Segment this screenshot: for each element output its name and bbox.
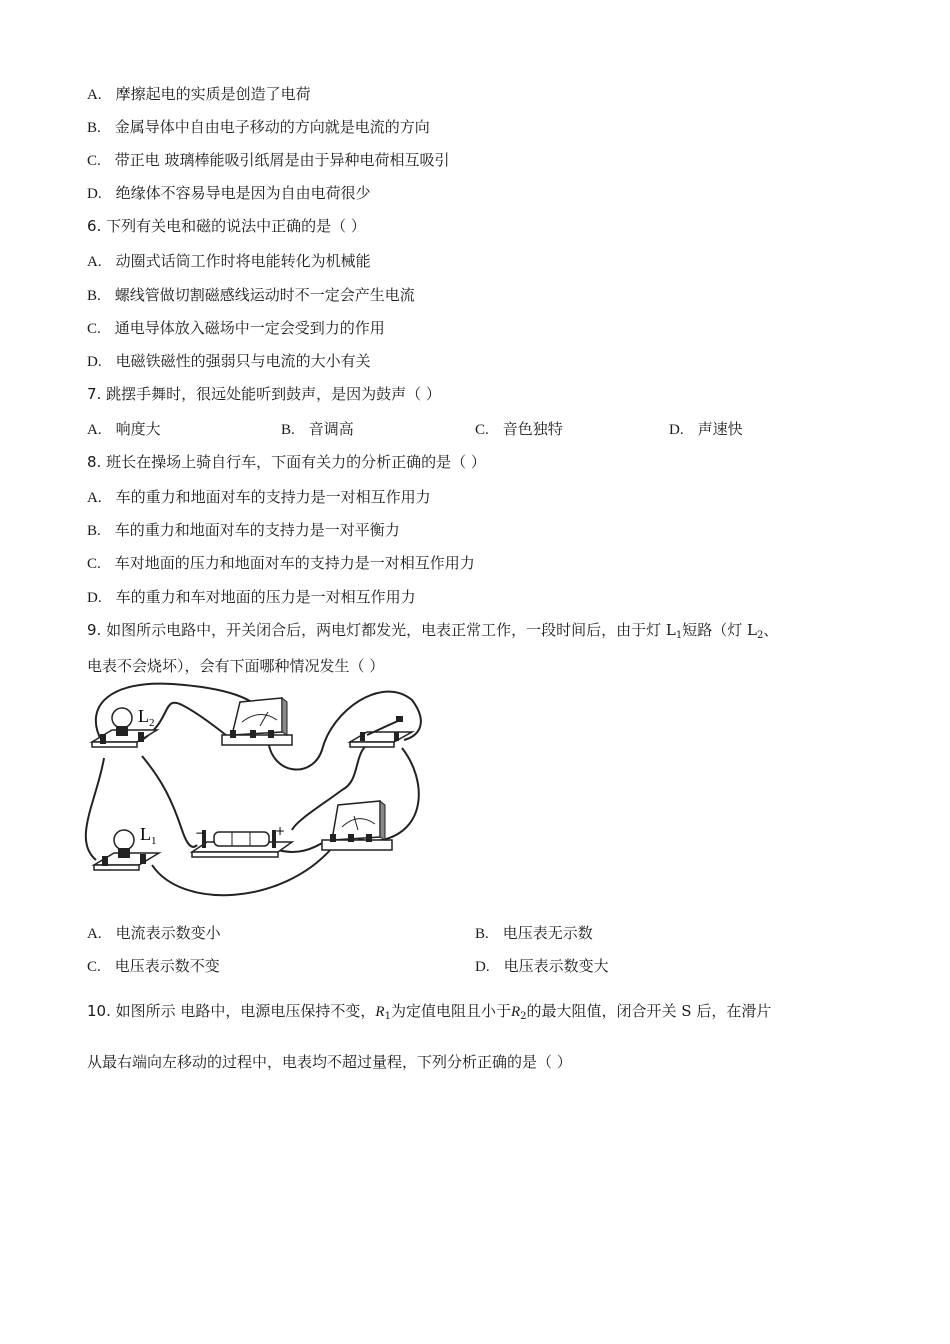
q9-option-b: B. 电压表无示数	[475, 924, 593, 942]
q6-option-c: C. 通电导体放入磁场中一定会受到力的作用	[87, 319, 385, 337]
q10-stem-line2: 从最右端向左移动的过程中，电表均不超过量程，下列分析正确的是（ ）	[87, 1053, 572, 1071]
q6-option-d: D. 电磁铁磁性的强弱只与电流的大小有关	[87, 352, 371, 370]
q5-option-b: B. 金属导体中自由电子移动的方向就是电流的方向	[87, 118, 430, 136]
q7-option-b: B. 音调高	[281, 420, 354, 438]
label-l1: $L_1$	[140, 824, 157, 847]
q8-option-c: C. 车对地面的压力和地面对车的支持力是一对相互作用力	[87, 554, 475, 572]
q7-stem: 7. 跳摆手舞时，很远处能听到鼓声，是因为鼓声（ ）	[87, 385, 441, 403]
battery-plus: +	[275, 824, 286, 838]
switch	[350, 716, 412, 747]
q6-option-b: B. 螺线管做切割磁感线运动时不一定会产生电流	[87, 286, 415, 304]
q10-stem-line1: 10. 如图所示 电路中，电源电压保持不变，$R_1$为定值电阻且小于$R_2$的最大阻值，闭合开关 S 后，在滑片	[87, 1002, 772, 1022]
q9-stem-line2: 电表不会烧坏），会有下面哪种情况发生（ ）	[87, 657, 385, 675]
label-l2: $L_2$	[138, 706, 155, 729]
q8-stem: 8. 班长在操场上骑自行车，下面有关力的分析正确的是（ ）	[87, 453, 486, 471]
meter-bottom	[322, 801, 392, 850]
q8-option-b: B. 车的重力和地面对车的支持力是一对平衡力	[87, 521, 400, 539]
q9-option-a: A. 电流表示数变小	[87, 924, 221, 942]
q5-option-a: A. 摩擦起电的实质是创造了电荷	[87, 85, 311, 103]
circuit-figure	[82, 680, 432, 900]
q9-stem-line1: 9. 如图所示电路中，开关闭合后，两电灯都发光，电表正常工作，一段时间后，由于灯 $L_1$短路（灯 $L_2$、	[87, 621, 779, 641]
q6-stem: 6. 下列有关电和磁的说法中正确的是（ ）	[87, 217, 366, 235]
q5-option-c: C. 带正电 玻璃棒能吸引纸屑是由于异种电荷相互吸引	[87, 151, 450, 169]
q7-option-c: C. 音色独特	[475, 420, 563, 438]
q8-option-a: A. 车的重力和地面对车的支持力是一对相互作用力	[87, 488, 431, 506]
q6-option-a: A. 动圈式话筒工作时将电能转化为机械能	[87, 252, 371, 270]
meter-top	[222, 698, 292, 745]
q9-option-d: D. 电压表示数变大	[475, 957, 609, 975]
battery-minus: −	[195, 826, 206, 840]
q7-option-a: A. 响度大	[87, 420, 161, 438]
q9-option-c: C. 电压表示数不变	[87, 957, 220, 975]
q8-option-d: D. 车的重力和车对地面的压力是一对相互作用力	[87, 588, 416, 606]
q7-option-d: D. 声速快	[669, 420, 743, 438]
q5-option-d: D. 绝缘体不容易导电是因为自由电荷很少	[87, 184, 371, 202]
